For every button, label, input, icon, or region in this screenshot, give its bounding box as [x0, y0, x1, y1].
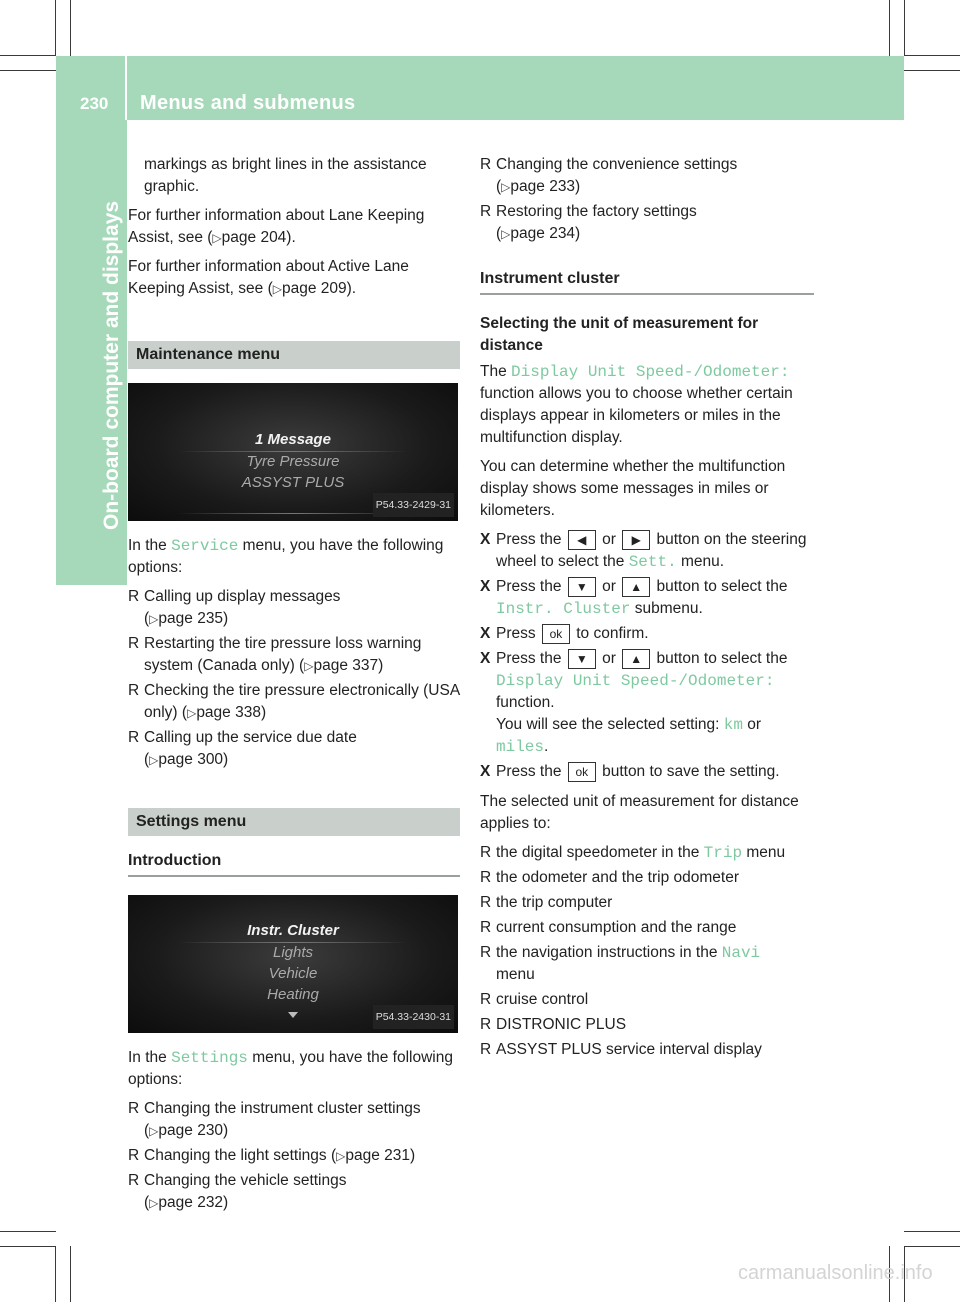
page-ref[interactable]: page 231): [345, 1147, 416, 1164]
display-unit-code: Display Unit Speed-/Odometer:: [496, 672, 775, 690]
screen-line: Lights: [272, 944, 314, 961]
page-ref[interactable]: page 300): [158, 751, 229, 768]
list-item: R Changing the vehicle settings (▷page 232): [128, 1172, 347, 1211]
bullet-icon: R: [128, 1172, 140, 1189]
list-item-text: Calling up the service due date: [144, 729, 357, 746]
list-item: R Calling up the service due date (▷page 300): [128, 729, 357, 768]
screen-line: Heating: [267, 986, 319, 1003]
step-text: button to select the: [652, 578, 788, 595]
triangle-right-icon: ▷: [304, 659, 314, 673]
unit-distance-subheading: Selecting the unit of measurement for distance: [480, 315, 759, 354]
crop-mark: [0, 1246, 56, 1247]
screen-line: Tyre Pressure: [246, 453, 340, 470]
up-arrow-button-icon: ▲: [622, 577, 650, 597]
triangle-right-icon: ▷: [149, 1124, 159, 1138]
page-ref[interactable]: page 233): [510, 178, 581, 195]
right-column: [480, 154, 814, 1064]
miles-code: miles: [496, 738, 545, 756]
bullet-icon: R: [128, 1100, 140, 1117]
step-item: [480, 761, 814, 783]
display-unit-code: Display Unit Speed-/Odometer:: [511, 363, 790, 381]
step-item: [480, 623, 814, 645]
list-item-text: ASSYST PLUS service interval display: [496, 1041, 762, 1058]
list-item-text: the odometer and the trip odometer: [496, 869, 739, 886]
screen-line: 1 Message: [255, 431, 331, 448]
sett-menu-code: Sett.: [628, 553, 677, 571]
step-text: to confirm.: [571, 625, 649, 642]
page-ref[interactable]: page 234): [510, 225, 581, 242]
ok-button-icon: ok: [568, 762, 596, 782]
step-text: button to select the: [652, 650, 788, 667]
bullet-icon: R: [480, 894, 492, 911]
step-text: Press the: [496, 650, 566, 667]
list-item: [480, 989, 814, 1011]
triangle-right-icon: ▷: [187, 706, 197, 720]
step-text: Press the: [496, 763, 566, 780]
bullet-icon: R: [128, 635, 140, 652]
list-item: [128, 680, 460, 724]
step-item: [480, 576, 814, 620]
side-tab-label: On-board computer and displays: [100, 200, 123, 530]
maintenance-heading: Maintenance menu: [128, 341, 460, 369]
list-item: [480, 867, 814, 889]
step-text: menu.: [676, 553, 725, 570]
crop-mark: [55, 0, 56, 56]
list-item: R Changing the instrument cluster settings (▷page 230): [128, 1100, 421, 1139]
triangle-right-icon: ▷: [501, 180, 511, 194]
screen-line: Instr. Cluster: [247, 922, 339, 939]
list-item-text: Calling up display messages: [144, 588, 341, 605]
list-item: R Changing the convenience settings (▷page 233): [480, 156, 738, 195]
step-text: .: [544, 738, 549, 755]
screen-line: Vehicle: [268, 965, 318, 982]
page-title: Menus and submenus: [140, 92, 356, 114]
right-arrow-button-icon: ▶: [622, 530, 650, 550]
crop-mark: [904, 1246, 960, 1247]
bullet-icon: R: [128, 682, 140, 699]
triangle-right-icon: ▷: [336, 1149, 346, 1163]
continued-text: markings as bright lines in the assistance graphic.: [144, 156, 427, 195]
left-column: [128, 154, 460, 1217]
crop-mark: [904, 1231, 960, 1232]
navi-menu-code: Navi: [721, 944, 761, 962]
introduction-heading: Introduction: [128, 850, 460, 877]
intro-text: menu, you have the following options:: [128, 537, 444, 576]
service-menu-code: Service: [171, 537, 239, 555]
list-item-text: menu: [742, 844, 786, 861]
list-item-text: the navigation instructions in the: [496, 944, 722, 961]
list-item: [480, 942, 814, 986]
page-ref[interactable]: page 230): [158, 1122, 229, 1139]
trip-menu-code: Trip: [703, 844, 743, 862]
bullet-icon: R: [480, 919, 492, 936]
maintenance-screen-image: [128, 383, 458, 521]
list-item: [480, 842, 814, 864]
intro-text: In the: [128, 1049, 172, 1066]
step-text: function.: [496, 694, 555, 711]
list-item-text: Changing the convenience settings: [496, 156, 738, 173]
bullet-icon: R: [480, 1016, 492, 1033]
crop-mark: [904, 0, 905, 56]
step-item: [480, 648, 814, 758]
lane-keeping-ref: [128, 205, 460, 249]
bullet-icon: R: [128, 1147, 140, 1164]
step-text: or: [597, 650, 621, 667]
list-item: [128, 1145, 460, 1167]
intro-text: menu, you have the following options:: [128, 1049, 453, 1088]
crop-mark: [70, 1246, 71, 1302]
settings-intro: [128, 1047, 460, 1091]
step-text: Press the: [496, 531, 566, 548]
step-arrow-icon: X: [480, 531, 491, 548]
triangle-right-icon: ▷: [149, 1196, 159, 1210]
bullet-icon: R: [480, 869, 492, 886]
screen-line: ASSYST PLUS: [241, 474, 345, 491]
step-text: submenu.: [630, 600, 703, 617]
step-text: button on the steering wheel to select the: [496, 531, 807, 570]
intro-text: In the: [128, 537, 172, 554]
list-item-text: Changing the light settings (: [144, 1147, 337, 1164]
step-text: or: [597, 578, 621, 595]
page-ref[interactable]: page 337): [313, 657, 384, 674]
page-ref[interactable]: page 209).: [281, 280, 357, 297]
down-arrow-button-icon: ▼: [568, 577, 596, 597]
crop-mark: [904, 70, 960, 71]
ok-button-icon: ok: [542, 624, 570, 644]
watermark: carmanualsonline.info: [738, 1262, 933, 1284]
paragraph: [480, 361, 814, 449]
list-item-text: cruise control: [496, 991, 589, 1008]
list-item-text: Changing the instrument cluster settings: [144, 1100, 421, 1117]
lane-keeping-text: For further information about Lane Keeping Assist, see (: [128, 207, 425, 246]
step-text: Press: [496, 625, 540, 642]
image-code: P54.33-2429-31: [373, 493, 454, 517]
step-arrow-icon: X: [480, 763, 491, 780]
left-arrow-button-icon: ◀: [568, 530, 596, 550]
km-code: km: [723, 716, 743, 734]
list-item-text: Restoring the factory settings: [496, 203, 697, 220]
bullet-icon: R: [480, 991, 492, 1008]
list-item: [480, 892, 814, 914]
page-number: 230: [80, 94, 109, 113]
bullet-icon: R: [480, 944, 492, 961]
crop-mark: [0, 70, 56, 71]
paragraph: You can determine whether the multifunction display shows some messages in miles or kilometers.: [480, 458, 786, 519]
crop-mark: [904, 55, 960, 56]
triangle-right-icon: ▷: [149, 612, 159, 626]
settings-screen-image: [128, 895, 458, 1033]
step-text: or: [597, 531, 621, 548]
list-item-text: Checking the tire pressure electronically (USA only) (: [144, 682, 460, 721]
bullet-icon: R: [480, 156, 492, 173]
crop-mark: [0, 1231, 56, 1232]
paragraph-text: The: [480, 363, 512, 380]
list-item-text: Changing the vehicle settings: [144, 1172, 347, 1189]
step-arrow-icon: X: [480, 578, 491, 595]
instrument-cluster-heading: Instrument cluster: [480, 268, 814, 295]
crop-mark: [889, 0, 890, 56]
list-item: [480, 917, 814, 939]
paragraph-text: function allows you to choose whether certain displays appear in kilometers or miles in the multifunction display.: [480, 385, 793, 446]
step-text: or: [742, 716, 762, 733]
list-item-text: current consumption and the range: [496, 919, 737, 936]
step-text: You will see the selected setting:: [496, 716, 724, 733]
settings-heading: Settings menu: [128, 808, 460, 836]
list-item: [128, 633, 460, 677]
step-arrow-icon: X: [480, 625, 491, 642]
paragraph: The selected unit of measurement for distance applies to:: [480, 793, 799, 832]
page-ref[interactable]: page 204).: [221, 229, 296, 246]
up-arrow-button-icon: ▲: [622, 649, 650, 669]
list-item: [480, 1039, 814, 1061]
bullet-icon: R: [480, 1041, 492, 1058]
page-ref[interactable]: page 235): [158, 610, 229, 627]
scroll-down-icon: [288, 1012, 298, 1018]
crop-mark: [55, 1246, 56, 1302]
page-ref[interactable]: page 338): [196, 704, 267, 721]
step-text: button to save the setting.: [597, 763, 780, 780]
active-lane-text: For further information about Active Lane Keeping Assist, see (: [128, 258, 409, 297]
page-ref[interactable]: page 232): [158, 1194, 229, 1211]
list-item: R Restoring the factory settings (▷page 234): [480, 203, 697, 242]
bullet-icon: R: [128, 729, 140, 746]
instr-cluster-code: Instr. Cluster: [496, 600, 631, 618]
triangle-right-icon: ▷: [212, 231, 222, 245]
step-text: Press the: [496, 578, 566, 595]
list-item-text: the digital speedometer in the: [496, 844, 704, 861]
settings-menu-code: Settings: [171, 1049, 248, 1067]
triangle-right-icon: ▷: [272, 282, 282, 296]
step-item: [480, 529, 814, 573]
crop-mark: [70, 0, 71, 56]
image-code: P54.33-2430-31: [373, 1005, 454, 1029]
step-arrow-icon: X: [480, 650, 491, 667]
crop-mark: [0, 55, 56, 56]
list-item: R Calling up display messages (▷page 235): [128, 588, 341, 627]
list-item-text: menu: [496, 966, 535, 983]
down-arrow-button-icon: ▼: [568, 649, 596, 669]
maintenance-intro: [128, 535, 460, 579]
bullet-icon: R: [480, 844, 492, 861]
list-item: [480, 1014, 814, 1036]
list-item-text: Restarting the tire pressure loss warning system (Canada only) (: [144, 635, 422, 674]
list-item-text: DISTRONIC PLUS: [496, 1016, 627, 1033]
list-item-text: the trip computer: [496, 894, 613, 911]
triangle-right-icon: ▷: [501, 227, 511, 241]
active-lane-ref: [128, 256, 460, 300]
bullet-icon: R: [480, 203, 492, 220]
header-separator: [125, 56, 127, 120]
bullet-icon: R: [128, 588, 140, 605]
triangle-right-icon: ▷: [149, 753, 159, 767]
